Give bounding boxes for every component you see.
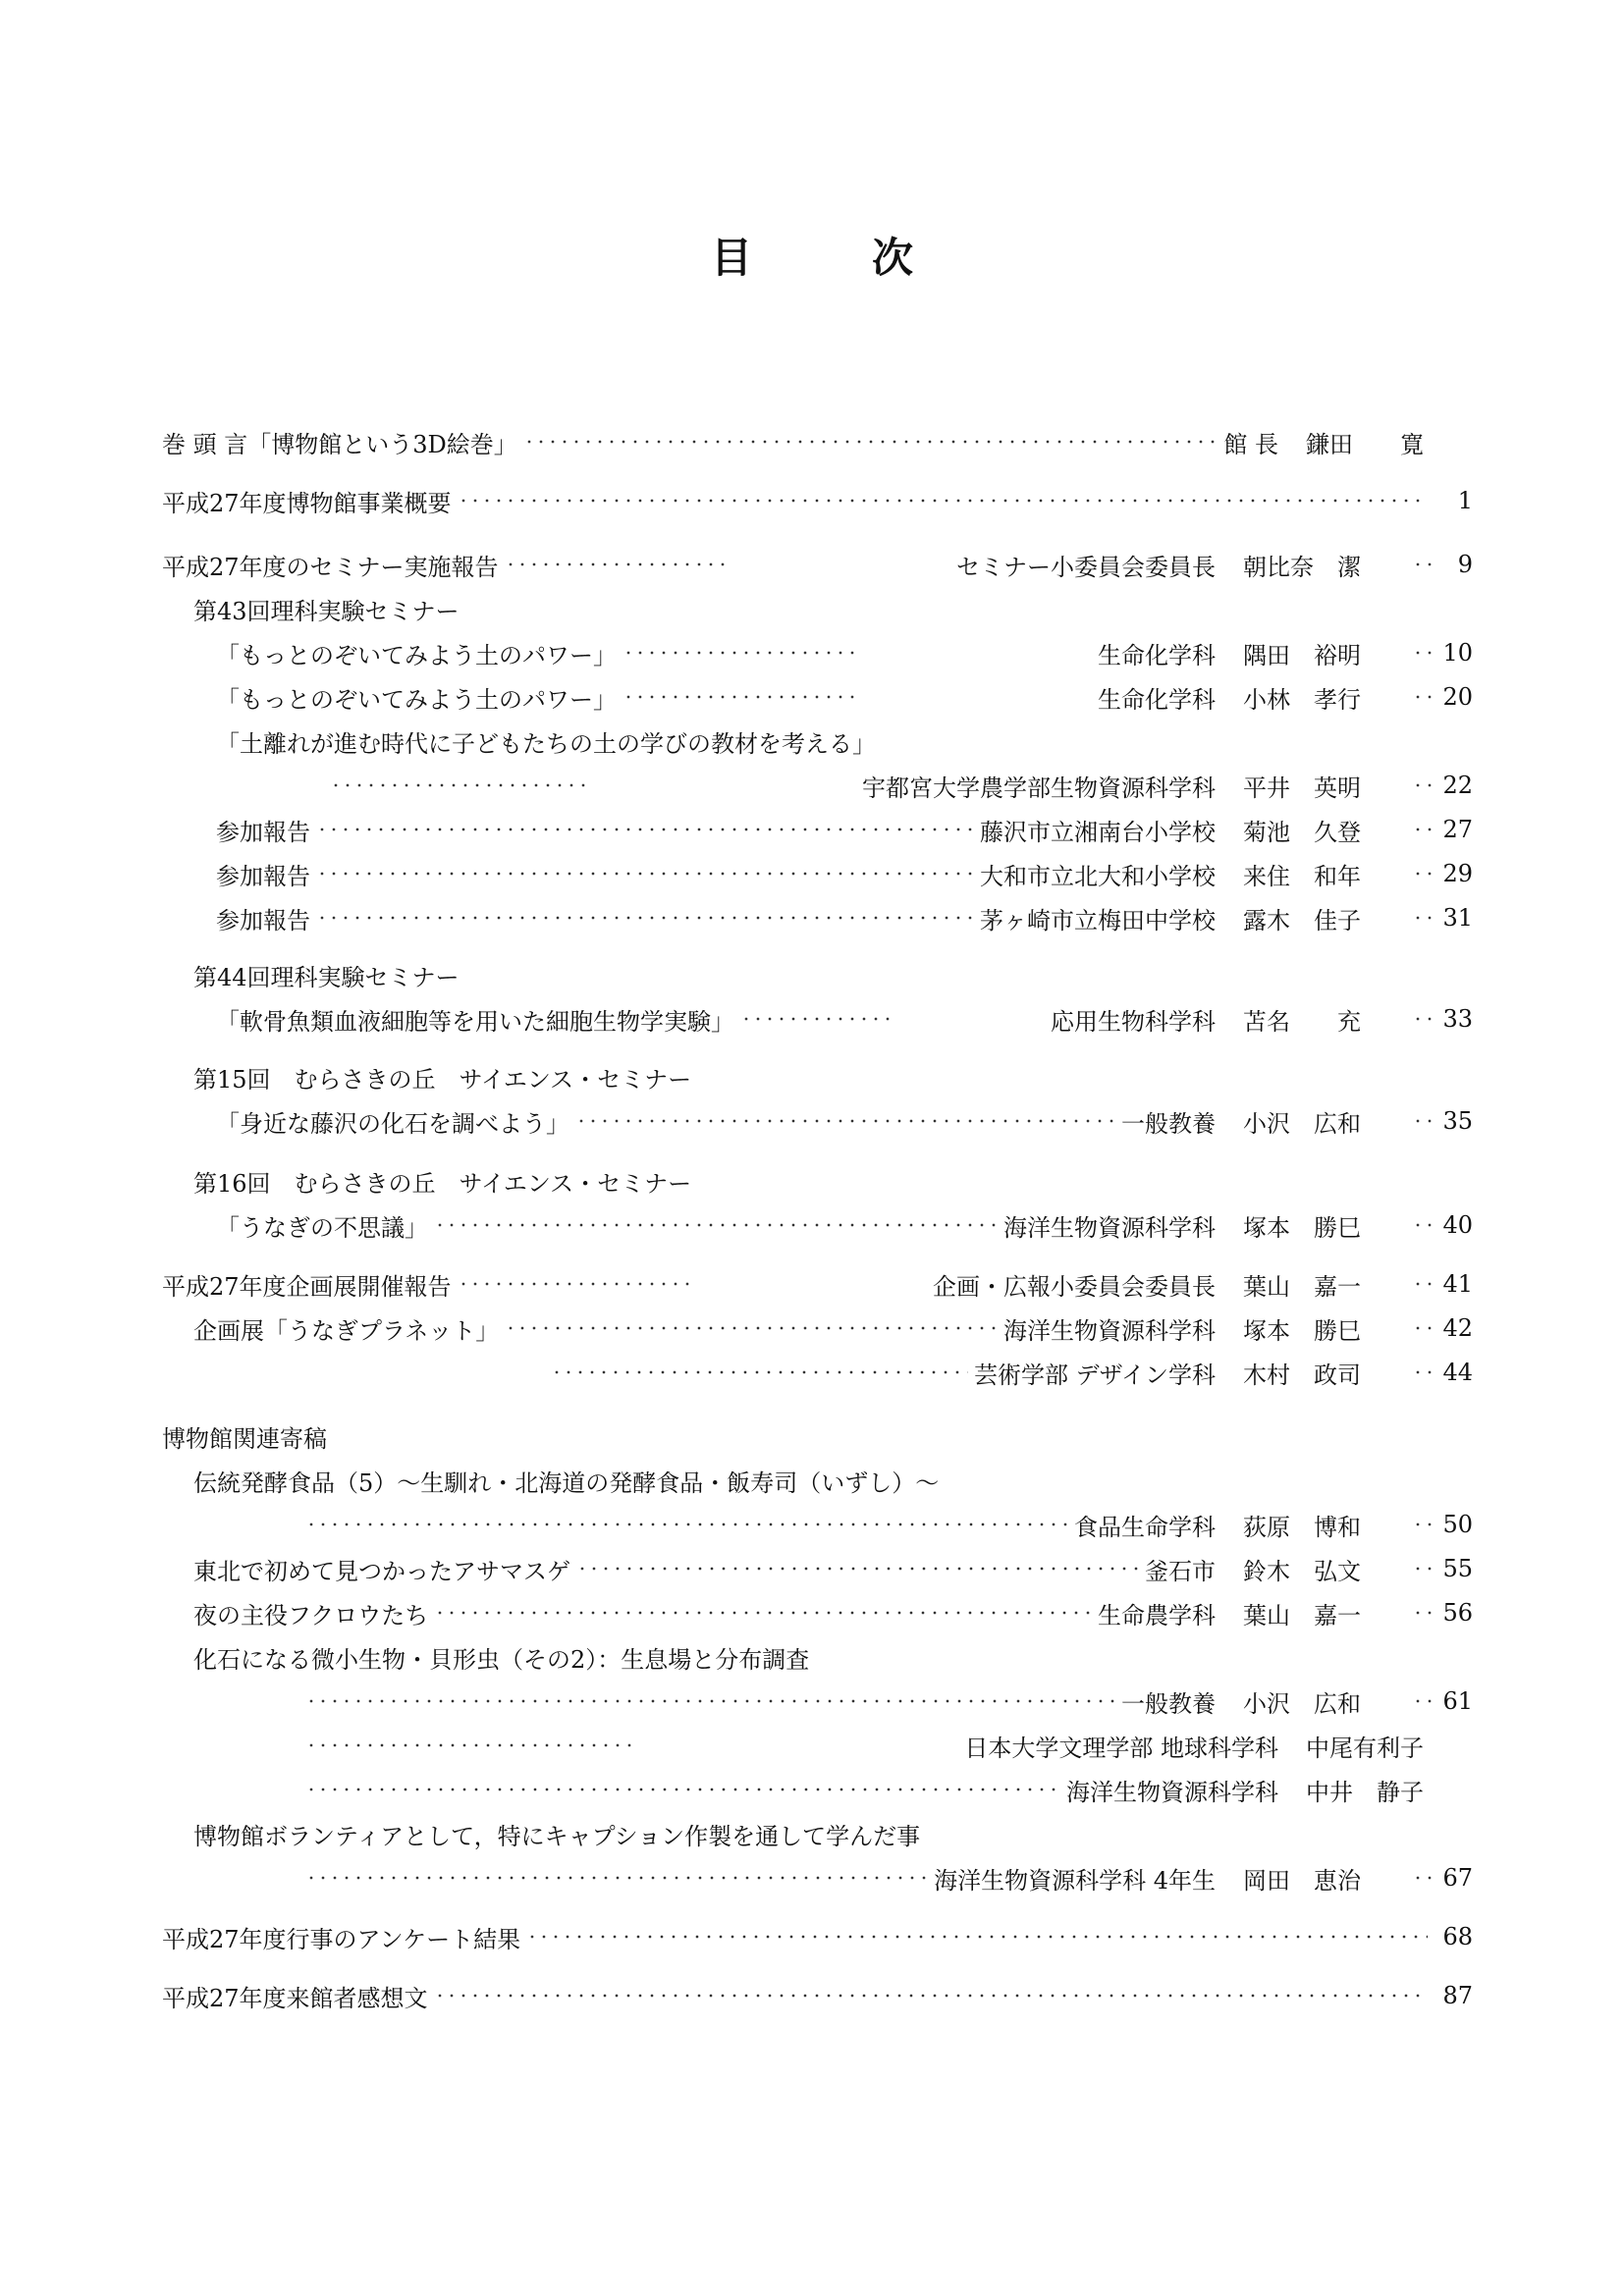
dot-leader <box>305 1513 1068 1536</box>
entry-title: 「うなぎの不思議」 <box>216 1213 428 1242</box>
dot-leader <box>551 1361 968 1384</box>
entry-title: 伝統発酵食品（5）～生馴れ・北海道の発酵食品・飯寿司（いずし）～ <box>193 1468 940 1497</box>
section-heading: 第43回理科実験セミナー <box>193 597 460 625</box>
entry-title: 「もっとのぞいてみよう土のパワー」 <box>216 685 617 714</box>
entry-author: 来住 和年 <box>1243 862 1361 890</box>
toc-entry-preface[interactable] <box>162 422 1473 461</box>
entry-affiliation: 海洋生物資源科学科 <box>1003 1213 1216 1242</box>
entry-page: 67 <box>1442 1864 1473 1892</box>
dot-leader <box>1412 1272 1434 1296</box>
dot-leader <box>434 1984 1428 2007</box>
entry-affiliation: 海洋生物資源科学科 4年生 <box>934 1866 1216 1895</box>
entry-title: 平成27年度のセミナー実施報告 <box>162 553 499 581</box>
entry-title: 参加報告 <box>216 906 310 934</box>
toc-entry-continuation[interactable] <box>299 1858 1473 1897</box>
toc-section-heading <box>193 589 1473 628</box>
entry-page: 10 <box>1442 639 1473 667</box>
entry-affiliation: セミナー小委員会委員長 <box>956 553 1217 581</box>
entry-author: 小沢 広和 <box>1243 1689 1361 1718</box>
entry-author: 鎌田 寛 <box>1306 430 1424 458</box>
dot-leader <box>623 641 857 665</box>
dot-leader <box>458 489 1428 512</box>
entry-author: 中井 静子 <box>1306 1778 1424 1806</box>
entry-affiliation: 日本大学文理学部 地球科学科 <box>964 1734 1279 1762</box>
entry-affiliation: 応用生物科学科 <box>1051 1007 1216 1036</box>
entry-title: 夜の主役フクロウたち <box>193 1601 429 1629</box>
toc-entry-continuation[interactable] <box>545 1353 1473 1392</box>
dot-leader <box>576 1557 1139 1580</box>
entry-title: 巻 頭 言「博物館という3D絵巻」 <box>162 430 517 458</box>
entry-page: 31 <box>1442 904 1473 932</box>
toc-entry[interactable] <box>216 633 1473 672</box>
dot-leader <box>1412 1513 1434 1536</box>
toc-entry[interactable] <box>216 1205 1473 1245</box>
entry-author: 平井 英明 <box>1243 774 1361 802</box>
entry-page: 20 <box>1442 683 1473 711</box>
page-title: 目 次 <box>710 234 952 282</box>
dot-leader <box>330 774 593 797</box>
dot-leader <box>305 1689 1115 1713</box>
entry-author: 菊池 久登 <box>1243 818 1361 846</box>
dot-leader <box>305 1866 928 1890</box>
toc-entry[interactable] <box>193 1593 1473 1632</box>
toc-entry-title-line[interactable] <box>193 1637 1473 1677</box>
toc-section-heading <box>162 1416 1473 1456</box>
dot-leader <box>1412 1557 1434 1580</box>
dot-leader <box>1412 818 1434 841</box>
entry-title: 平成27年度来館者感想文 <box>162 1984 428 2012</box>
entry-title: 平成27年度企画展開催報告 <box>162 1272 452 1301</box>
entry-author: 鈴木 弘文 <box>1243 1557 1361 1585</box>
entry-author: 隅田 裕明 <box>1243 641 1361 669</box>
entry-author: 小林 孝行 <box>1243 685 1361 714</box>
entry-affiliation: 食品生命学科 <box>1074 1513 1216 1541</box>
toc-section-heading <box>193 1057 1473 1096</box>
dot-leader <box>523 430 1218 454</box>
toc-section-heading <box>193 1161 1473 1201</box>
entry-title: 「軟骨魚類血液細胞等を用いた細胞生物学実験」 <box>216 1007 734 1036</box>
dot-leader <box>1412 1213 1434 1237</box>
toc-entry-continuation[interactable] <box>324 766 1473 805</box>
entry-affiliation: 生命化学科 <box>1098 641 1216 669</box>
toc-entry-title-line[interactable] <box>193 1461 1473 1500</box>
toc-entry-impressions[interactable] <box>162 1976 1473 2015</box>
toc-entry-continuation[interactable] <box>299 1505 1473 1544</box>
entry-affiliation: 生命化学科 <box>1098 685 1216 714</box>
dot-leader <box>526 1925 1428 1949</box>
entry-page: 44 <box>1442 1359 1473 1386</box>
entry-title: 東北で初めて見つかったアサマスゲ <box>193 1557 570 1585</box>
toc-entry-survey[interactable] <box>162 1917 1473 1956</box>
entry-title: 化石になる微小生物・貝形虫（その2）：生息場と分布調査 <box>193 1645 810 1674</box>
entry-page: 56 <box>1442 1599 1473 1627</box>
entry-page: 29 <box>1442 860 1473 887</box>
entry-title: 平成27年度行事のアンケート結果 <box>162 1925 521 1953</box>
entry-title: 博物館ボランティアとして，特にキャプション作製を通して学んだ事 <box>193 1822 921 1850</box>
entry-page: 41 <box>1442 1270 1474 1298</box>
entry-page: 22 <box>1442 772 1473 799</box>
toc-entry[interactable] <box>216 854 1473 893</box>
entry-affiliation: 大和市立北大和小学校 <box>980 862 1216 890</box>
toc-entry-title-line[interactable] <box>193 1814 1473 1853</box>
entry-author: 岡田 恵治 <box>1243 1866 1361 1895</box>
dot-leader <box>1412 641 1434 665</box>
entry-title: 参加報告 <box>216 862 310 890</box>
section-heading: 博物館関連寄稿 <box>162 1424 327 1453</box>
toc-entry[interactable] <box>193 1549 1473 1588</box>
entry-title: 「もっとのぞいてみよう土のパワー」 <box>216 641 617 669</box>
entry-author: 朝比奈 潔 <box>1243 553 1362 581</box>
entry-affiliation: 海洋生物資源科学科 <box>1003 1316 1216 1345</box>
toc-entry[interactable] <box>216 810 1473 849</box>
entry-title: 参加報告 <box>216 818 310 846</box>
toc-entry[interactable] <box>193 1308 1473 1348</box>
dot-leader <box>458 1272 692 1296</box>
dot-leader <box>316 818 974 841</box>
entry-affiliation: 一般教養 <box>1121 1689 1216 1718</box>
dot-leader <box>1412 685 1434 709</box>
entry-author: 中尾有利子 <box>1306 1734 1425 1762</box>
dot-leader <box>1412 1109 1434 1133</box>
entry-page: 35 <box>1442 1107 1473 1135</box>
dot-leader <box>434 1213 998 1237</box>
entry-title: 「土離れが進む時代に子どもたちの土の学びの教材を考える」 <box>216 729 876 758</box>
entry-affiliation: 藤沢市立湘南台小学校 <box>980 818 1216 846</box>
dot-leader <box>1412 862 1434 885</box>
entry-page: 68 <box>1442 1923 1473 1950</box>
dot-leader <box>623 685 857 709</box>
dot-leader <box>1412 553 1434 576</box>
entry-page: 9 <box>1457 551 1474 578</box>
toc-entry[interactable] <box>216 1101 1473 1141</box>
entry-affiliation: 芸術学部 デザイン学科 <box>974 1361 1216 1389</box>
dot-leader <box>434 1601 1092 1625</box>
entry-author: 露木 佳子 <box>1243 906 1361 934</box>
entry-page: 42 <box>1442 1314 1473 1342</box>
entry-page: 40 <box>1442 1211 1473 1239</box>
dot-leader <box>316 906 974 930</box>
entry-author: 苫名 充 <box>1243 1007 1361 1036</box>
entry-page: 50 <box>1442 1511 1473 1538</box>
entry-affiliation: 宇都宮大学農学部生物資源科学科 <box>862 774 1216 802</box>
dot-leader <box>1412 1361 1434 1384</box>
entry-title: 企画展「うなぎプラネット」 <box>193 1316 500 1345</box>
toc-entry[interactable] <box>216 999 1473 1039</box>
entry-author: 塚本 勝巳 <box>1243 1213 1361 1242</box>
entry-title: 平成27年度博物館事業概要 <box>162 489 452 517</box>
section-heading: 第44回理科実験セミナー <box>193 963 460 991</box>
entry-author: 塚本 勝巳 <box>1243 1316 1361 1345</box>
entry-affiliation: 企画・広報小委員会委員長 <box>933 1272 1217 1301</box>
toc-entry-continuation[interactable] <box>299 1682 1473 1721</box>
section-heading: 第15回 むらさきの丘 サイエンス・セミナー <box>193 1065 692 1094</box>
entry-page: 27 <box>1442 816 1473 843</box>
dot-leader <box>740 1007 893 1031</box>
section-heading: 第16回 むらさきの丘 サイエンス・セミナー <box>193 1169 692 1198</box>
entry-affiliation: 釜石市 <box>1145 1557 1216 1585</box>
dot-leader <box>505 1316 998 1340</box>
toc-section-heading <box>193 955 1473 994</box>
dot-leader <box>1412 1316 1434 1340</box>
entry-affiliation: 一般教養 <box>1121 1109 1216 1138</box>
entry-author: 葉山 嘉一 <box>1243 1601 1361 1629</box>
entry-page: 61 <box>1442 1687 1473 1715</box>
toc-entry[interactable] <box>216 677 1473 717</box>
entry-position: 館 長 <box>1223 430 1278 458</box>
entry-author: 木村 政司 <box>1243 1361 1361 1389</box>
toc-entry-continuation[interactable] <box>299 1770 1473 1809</box>
entry-affiliation: 茅ヶ崎市立梅田中学校 <box>980 906 1216 934</box>
toc-entry-overview[interactable] <box>162 481 1473 520</box>
dot-leader <box>305 1778 1060 1801</box>
dot-leader <box>1412 1007 1434 1031</box>
toc-entry[interactable] <box>216 898 1473 937</box>
entry-page: 1 <box>1457 487 1473 514</box>
dot-leader <box>1412 774 1434 797</box>
entry-page: 87 <box>1442 1982 1473 2009</box>
entry-author: 荻原 博和 <box>1243 1513 1361 1541</box>
dot-leader <box>305 1734 632 1757</box>
toc-entry-title-line[interactable] <box>216 721 1473 761</box>
entry-author: 葉山 嘉一 <box>1243 1272 1362 1301</box>
entry-page: 33 <box>1442 1005 1473 1033</box>
dot-leader <box>1412 1866 1434 1890</box>
dot-leader <box>505 553 728 576</box>
dot-leader <box>1412 906 1434 930</box>
dot-leader <box>1412 1689 1434 1713</box>
entry-author: 小沢 広和 <box>1243 1109 1361 1138</box>
toc-entry-seminar-report[interactable] <box>162 545 1473 584</box>
toc-entry-continuation[interactable] <box>299 1726 1473 1765</box>
entry-affiliation: 生命農学科 <box>1098 1601 1216 1629</box>
entry-title: 「身近な藤沢の化石を調べよう」 <box>216 1109 569 1138</box>
entry-page: 55 <box>1442 1555 1473 1582</box>
dot-leader <box>316 862 974 885</box>
dot-leader <box>575 1109 1115 1133</box>
dot-leader <box>1412 1601 1434 1625</box>
entry-affiliation: 海洋生物資源科学科 <box>1066 1778 1278 1806</box>
toc-entry-exhibition[interactable] <box>162 1264 1473 1304</box>
